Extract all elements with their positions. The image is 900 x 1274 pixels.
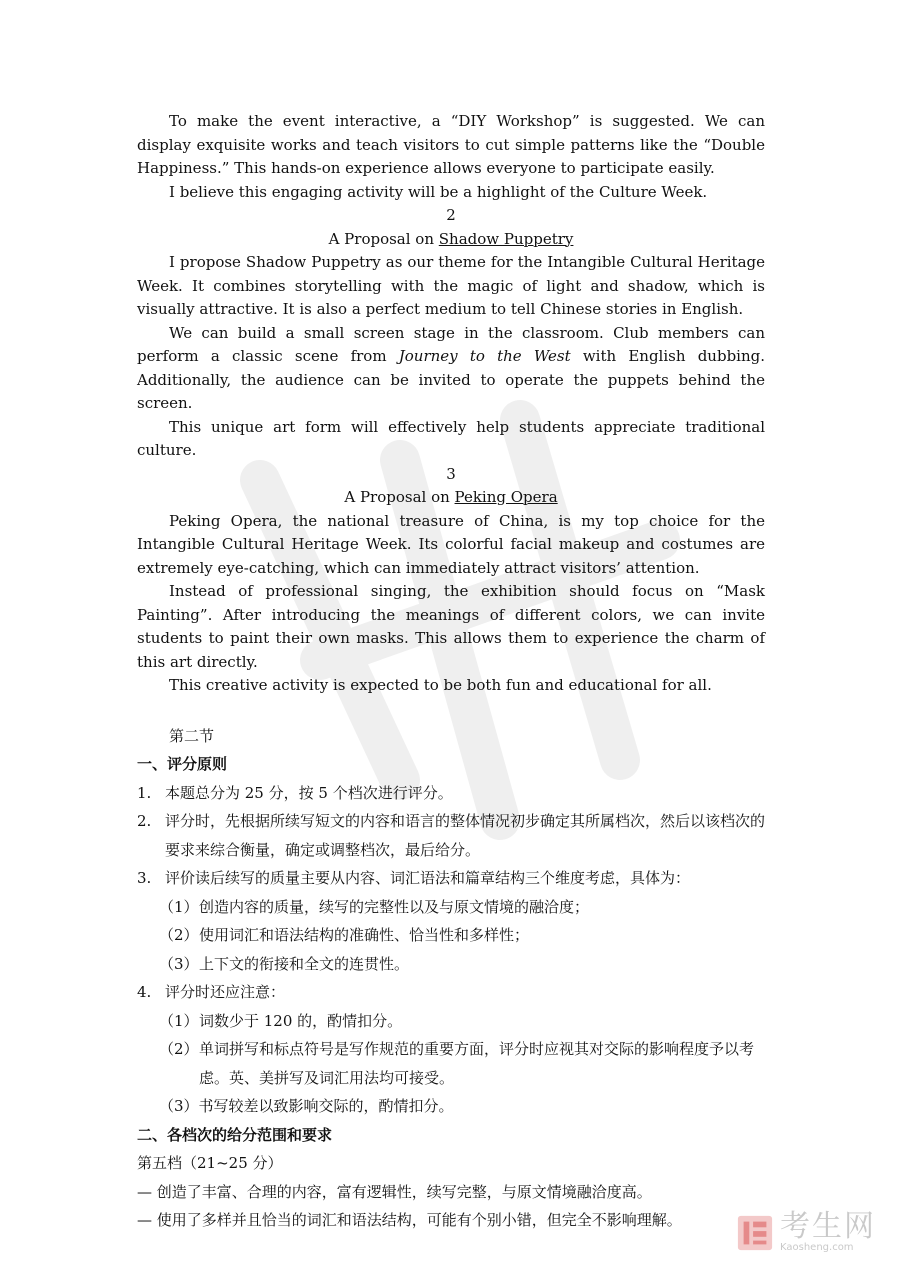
site-logo	[736, 1209, 876, 1254]
section-two	[137, 722, 765, 1235]
paragraph: This creative activity is expected to be both fun and educational for all.	[169, 676, 712, 694]
logo-text-en: Kaosheng.com	[780, 1242, 854, 1253]
kaosheng-logo-icon	[736, 1214, 774, 1252]
principles-heading: 一、评分原则	[137, 755, 228, 773]
level-item: — 使用了多样并且恰当的词汇和语法结构，可能有个别小错，但完全不影响理解。	[137, 1211, 682, 1229]
sub-item: （3）书写较差以致影响交际的，酌情扣分。	[159, 1097, 454, 1115]
level-item: — 创造了丰富、合理的内容，富有逻辑性，续写完整，与原文情境融洽度高。	[137, 1182, 652, 1201]
proposal-topic: Shadow Puppetry	[438, 229, 574, 248]
sub-item: （2） 使用词汇和语法结构的准确性、恰当性和多样性；	[159, 926, 530, 944]
paragraph: Peking Opera, the national treasure of China, is my top choice for the Intangible Cultural Heritage Week. Its colorful facial makeup and costumes are extremely eye-catching, which can immediately attract visitors’ attention.	[137, 511, 765, 577]
document-page	[137, 110, 765, 1235]
levels-heading: 二、各档次的给分范围和要求	[137, 1125, 333, 1144]
paragraph: We can build a small screen stage in the classroom. Club members can perform a classic scene from Journey to the West with English dubbing. Additionally, the audience can be invited to operate the puppets behind the screen.	[137, 323, 765, 412]
list-item: 3. 评价读后续写的质量主要从内容、词汇语法和篇章结构三个维度考虑，具体为：	[137, 869, 691, 887]
paragraph: Instead of professional singing, the exhibition should focus on “Mask Painting”. After introducing the meanings of different colors, we can invite students to paint their own masks. This allows them to experience the charm of this art directly.	[137, 582, 765, 671]
paragraph: I propose Shadow Puppetry as our theme for the Intangible Cultural Heritage Week. It combines storytelling with the magic of light and shadow, which is visually attractive. It is also a perfect medium to tell Chinese stories in English.	[137, 253, 765, 318]
proposal-number: 3	[446, 464, 456, 483]
section-heading: 第二节	[169, 726, 215, 745]
proposal-title: A Proposal on Shadow Puppetry	[328, 229, 574, 248]
sub-item: （2） 单词拼写和标点符号是写作规范的重要方面，评分时应视其对交际的影响程度予以考虑。英、美拼写及词汇用法均可接受。	[159, 1040, 755, 1087]
sub-item: （1） 词数少于 120 的，酌情扣分。	[159, 1011, 403, 1030]
sub-item: （3） 上下文的衔接和全文的连贯性。	[159, 954, 410, 973]
book-title: Journey to the West	[398, 347, 571, 365]
proposal-number: 2	[446, 206, 456, 224]
list-item: 4. 评分时还应注意：	[137, 983, 286, 1001]
sub-item: （1） 创造内容的质量，续写的完整性以及与原文情境的融洽度；	[159, 897, 590, 916]
paragraph: This unique art form will effectively help students appreciate traditional culture.	[137, 417, 765, 459]
list-item: 1. 本题总分为 25 分，按 5 个档次进行评分。	[137, 783, 453, 802]
list-item: 2. 评分时，先根据所续写短文的内容和语言的整体情况初步确定其所属档次，然后以该档次的要求来综合衡量，确定或调整档次，最后给分。	[137, 812, 766, 859]
paragraph: To make the event interactive, a “DIY Workshop” is suggested. We can display exquisite works and teach visitors to cut simple patterns like the “Double Happiness.” This hands-on experience allows everyone to participate easily.	[137, 112, 765, 177]
level-title: 第五档（21~25 分）	[137, 1154, 283, 1172]
logo-text-cn: 考生网	[780, 1209, 876, 1244]
proposal-topic: Peking Opera	[454, 488, 558, 506]
paragraph: I believe this engaging activity will be a highlight of the Culture Week.	[169, 182, 708, 201]
proposal-title: A Proposal on Peking Opera	[344, 488, 558, 506]
